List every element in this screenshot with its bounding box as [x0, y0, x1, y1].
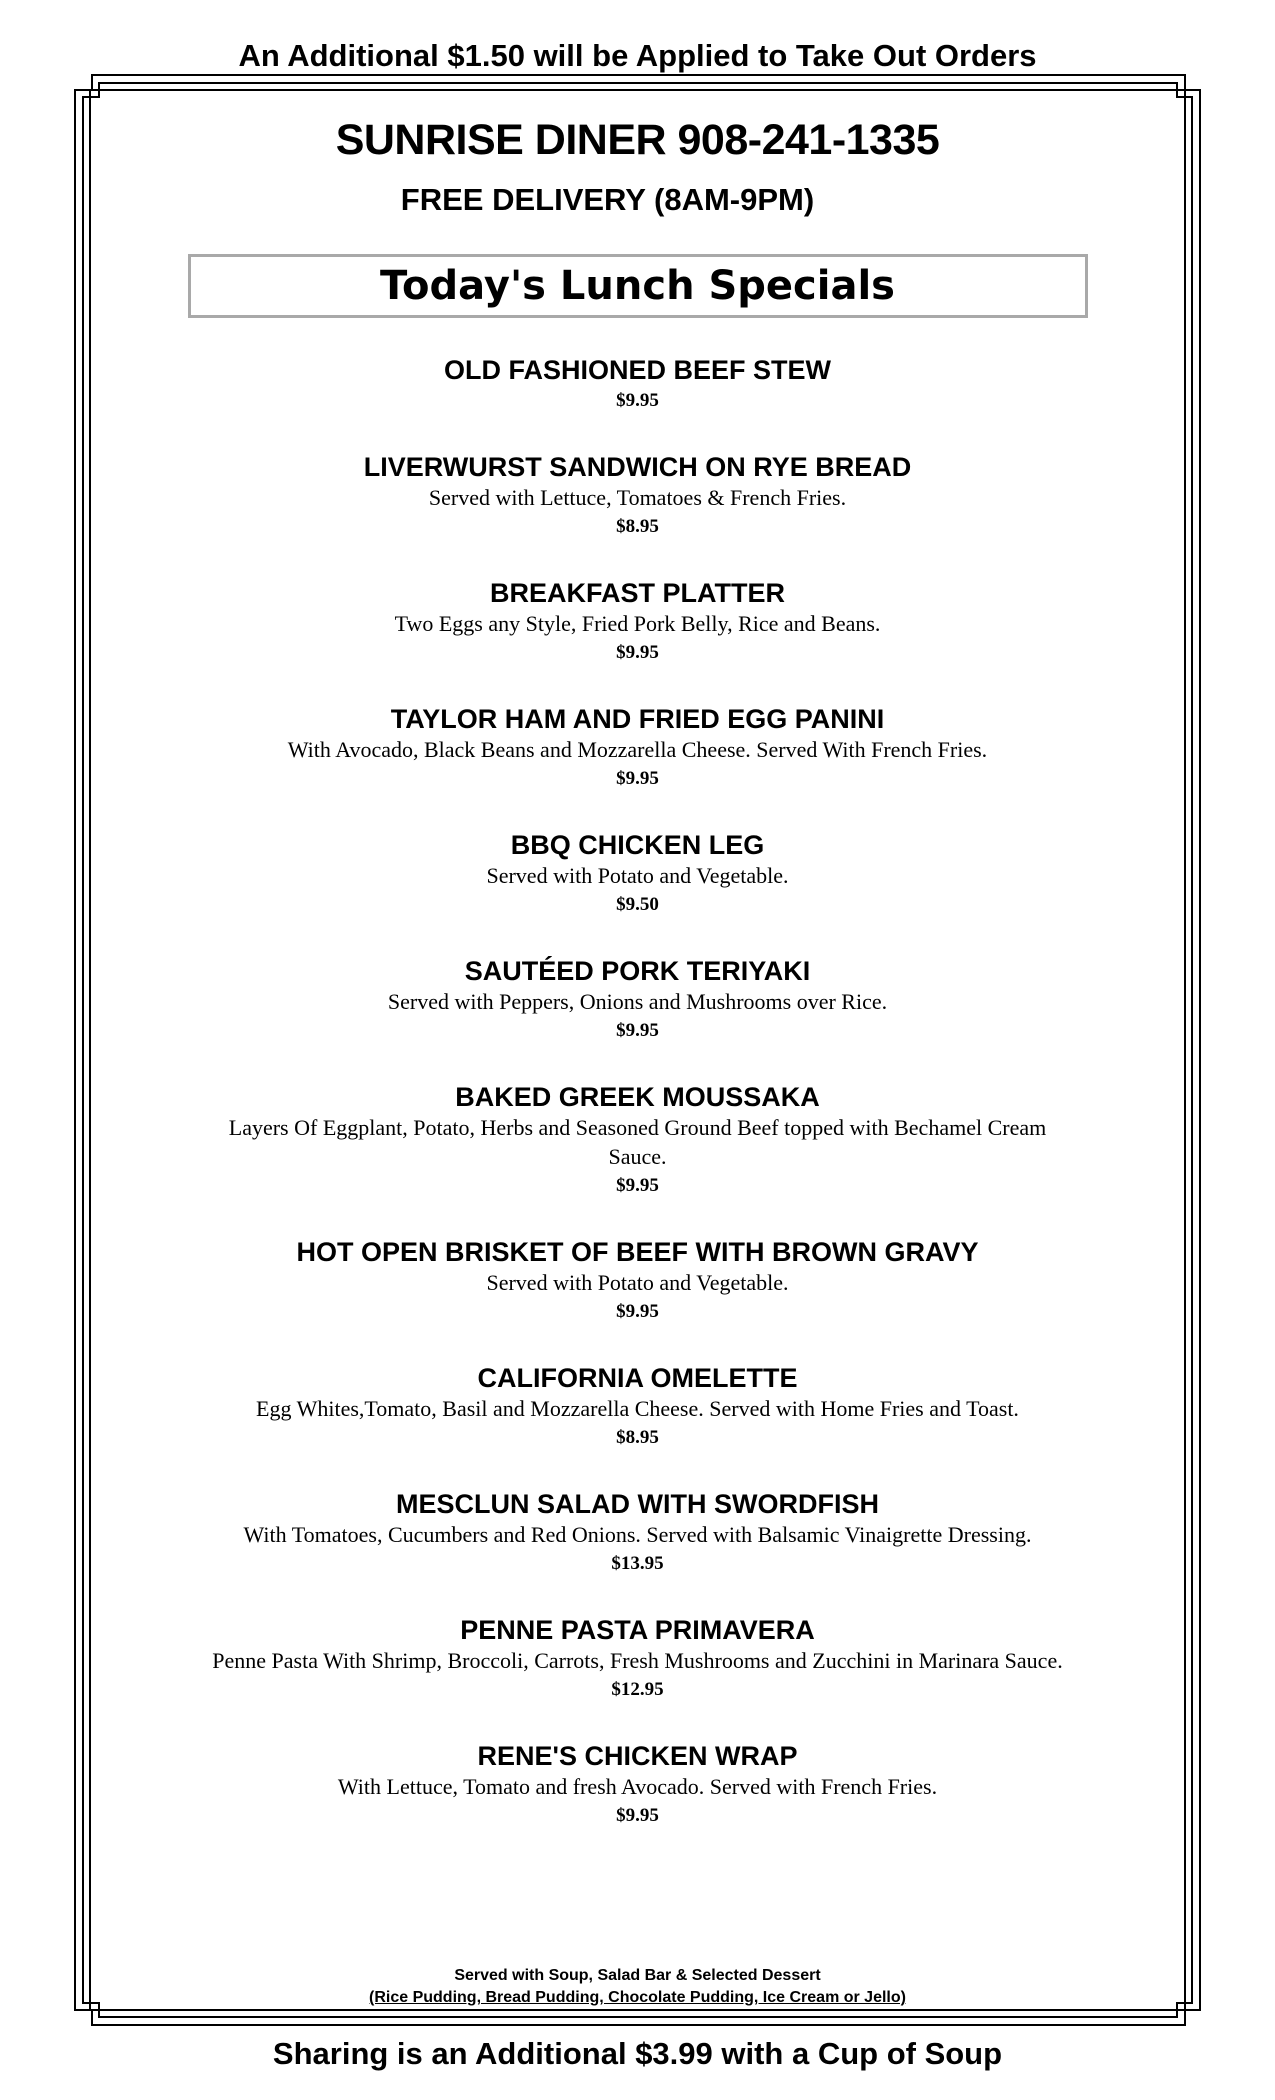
item-price: $12.95 — [611, 1679, 664, 1700]
item-price: $9.95 — [616, 1175, 659, 1196]
menu-item — [110, 1081, 1165, 1200]
item-description: Egg Whites,Tomato, Basil and Mozzarella Cheese. Served with Home Fries and Toast. — [256, 1396, 1019, 1421]
item-description: With Avocado, Black Beans and Mozzarella Cheese. Served With French Fries. — [287, 737, 988, 762]
specials-banner — [188, 254, 1088, 318]
item-name: MESCLUN SALAD WITH SWORDFISH — [396, 1489, 879, 1519]
takeout-notice: An Additional $1.50 will be Applied to Take Out Orders — [238, 38, 1037, 73]
item-description: Layers Of Eggplant, Potato, Herbs and Seasoned Ground Beef topped with Bechamel Cream Sauce. — [228, 1115, 1047, 1169]
menu-item — [110, 955, 1165, 1045]
item-name: BAKED GREEK MOUSSAKA — [455, 1082, 820, 1112]
menu-item — [110, 829, 1165, 919]
item-price: $8.95 — [616, 1427, 659, 1448]
diner-name-phone: SUNRISE DINER 908-241-1335 — [335, 116, 940, 164]
item-description: Two Eggs any Style, Fried Pork Belly, Rice and Beans. — [394, 611, 881, 636]
item-name: PENNE PASTA PRIMAVERA — [460, 1615, 815, 1645]
menu-item — [110, 1236, 1165, 1326]
specials-footnote — [110, 1965, 1165, 2009]
menu-item — [110, 1362, 1165, 1452]
item-name: TAYLOR HAM AND FRIED EGG PANINI — [390, 704, 885, 734]
item-price: $9.95 — [616, 390, 659, 411]
item-name: HOT OPEN BRISKET OF BEEF WITH BROWN GRAVY — [296, 1237, 979, 1267]
item-description: Penne Pasta With Shrimp, Broccoli, Carrots, Fresh Mushrooms and Zucchini in Marinara Sauce. — [212, 1648, 1063, 1673]
item-description: With Lettuce, Tomato and fresh Avocado. Served with French Fries. — [337, 1774, 938, 1799]
item-price: $9.95 — [616, 1020, 659, 1041]
specials-title: Today's Lunch Specials — [380, 263, 895, 309]
item-price: $9.95 — [616, 1805, 659, 1826]
item-name: LIVERWURST SANDWICH ON RYE BREAD — [363, 452, 912, 482]
item-price: $9.95 — [616, 642, 659, 663]
menu-item — [110, 577, 1165, 667]
item-price: $13.95 — [611, 1553, 664, 1574]
footnote-dessert-options: (Rice Pudding, Bread Pudding, Chocolate Pudding, Ice Cream or Jello) — [369, 1989, 906, 2006]
item-description: Served with Potato and Vegetable. — [486, 1270, 789, 1295]
sharing-notice: Sharing is an Additional $3.99 with a Cup of Soup — [272, 2036, 1003, 2071]
menu-item — [110, 354, 1165, 415]
item-description: Served with Potato and Vegetable. — [486, 863, 789, 888]
menu-item — [110, 1488, 1165, 1578]
item-name: SAUTÉED PORK TERIYAKI — [464, 956, 811, 986]
free-delivery-hours: FREE DELIVERY (8AM-9PM) — [400, 182, 815, 217]
item-price: $8.95 — [616, 516, 659, 537]
menu-item — [110, 1614, 1165, 1704]
item-description: Served with Lettuce, Tomatoes & French Fries. — [428, 485, 847, 510]
menu-item — [110, 703, 1165, 793]
specials-list — [110, 354, 1165, 1830]
item-price: $9.95 — [616, 1301, 659, 1322]
item-description: With Tomatoes, Cucumbers and Red Onions. Served with Balsamic Vinaigrette Dressing. — [243, 1522, 1032, 1547]
footnote-included: Served with Soup, Salad Bar & Selected Dessert — [454, 1967, 821, 1984]
item-name: RENE'S CHICKEN WRAP — [477, 1741, 798, 1771]
item-name: BBQ CHICKEN LEG — [510, 830, 765, 860]
menu-item — [110, 1740, 1165, 1830]
menu-item — [110, 451, 1165, 541]
item-description: Served with Peppers, Onions and Mushrooms over Rice. — [387, 989, 888, 1014]
item-price: $9.50 — [616, 894, 659, 915]
item-name: CALIFORNIA OMELETTE — [477, 1363, 798, 1393]
item-name: BREAKFAST PLATTER — [490, 578, 785, 608]
item-price: $9.95 — [616, 768, 659, 789]
item-name: OLD FASHIONED BEEF STEW — [443, 355, 832, 385]
